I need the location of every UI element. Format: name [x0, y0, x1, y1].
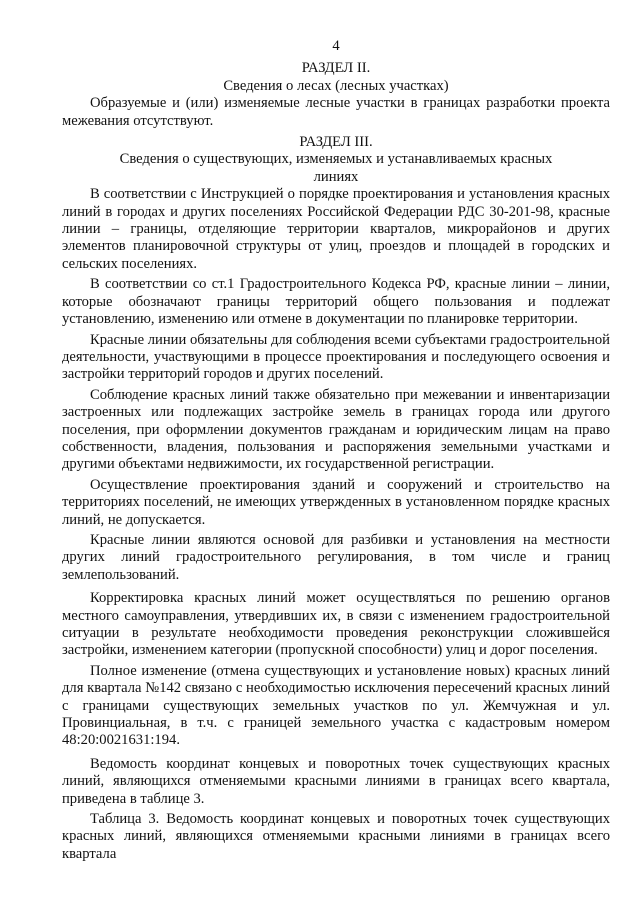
page-number: 4 — [332, 38, 340, 54]
paragraph-land-surveying: Соблюдение красных линий также обязательно при межевании и инвентаризации застроенных или подлежащих застройке земель в границах города или другого поселения, при оформлении документов гражданам и юридическим лицам на право собственности, владения, пользования и распоряжения земельными участками и другими объектами недвижимости, их государственной регистрации. — [62, 386, 610, 473]
paragraph-coordinates-statement: Ведомость координат концевых и поворотных точек существующих красных линий, являющихся отменяемыми красными линиями в границах всего квартала, приведена в таблице 3. — [62, 755, 610, 807]
document-page — [62, 38, 610, 866]
section-2-subtitle: Сведения о лесах (лесных участках) — [223, 77, 449, 94]
section-2-title: РАЗДЕЛ II. — [301, 60, 371, 77]
section-2-paragraph: Образуемые и (или) изменяемые лесные участки в границах разработки проекта межевания отсутствуют. — [62, 95, 610, 129]
paragraph-grk-article-1: В соответствии со ст.1 Градостроительного Кодекса РФ, красные линии – линии, которые обозначают границы территорий общего пользования и подлежат установлению, изменению или отмене в документации по планировке территории. — [62, 276, 610, 328]
paragraph-quarter-142-change: Полное изменение (отмена существующих и установление новых) красных линий для квартала №142 связано с необходимостью исключения пересечений красных линий с границами существующих земельных участков по ул. Жемчужная и ул. Провинциальная, в т.ч. с границей земельного участка с кадастровым номером 48:20:0021631:194. — [62, 662, 610, 749]
paragraph-correction: Корректировка красных линий может осуществляться по решению органов местного самоуправления, утвердивших их, в связи с изменением градостроительной ситуации в результате необходимости проведения реконструкции сложившейся застройки, изменением категории (пропускной способности) улиц и дорог поселения. — [62, 590, 610, 659]
paragraph-construction-prohibition: Осуществление проектирования зданий и сооружений и строительство на территориях поселений, не имеющих утвержденных в установленном порядке красных линий, не допускается. — [62, 476, 610, 528]
section-3-title: РАЗДЕЛ III. — [299, 134, 373, 151]
paragraph-mandatory-compliance: Красные линии обязательны для соблюдения всеми субъектами градостроительной деятельности, участвующими в процессе проектирования и последующего освоения и застройки территорий городов и других поселений. — [62, 331, 610, 383]
table-3-caption: Таблица 3. Ведомость координат концевых и поворотных точек существующих красных линий, являющихся отменяемыми красными линиями в границах всего квартала — [62, 811, 610, 862]
paragraph-regulation-basis: Красные линии являются основой для разбивки и установления на местности других линий градостроительного регулирования, в том числе и границ землепользований. — [62, 531, 610, 583]
section-3-subtitle: Сведения о существующих, изменяемых и устанавливаемых красных линиях — [119, 151, 553, 185]
paragraph-instruction-rds: В соответствии с Инструкцией о порядке проектирования и установления красных линий в городах и других поселениях Российской Федерации РДС 30-201-98, красные линии – границы, отделяющие территории кварталов, микрорайонов и других элементов планировочной структуры от улиц, проездов и площадей в городских и сельских поселениях. — [62, 186, 610, 272]
